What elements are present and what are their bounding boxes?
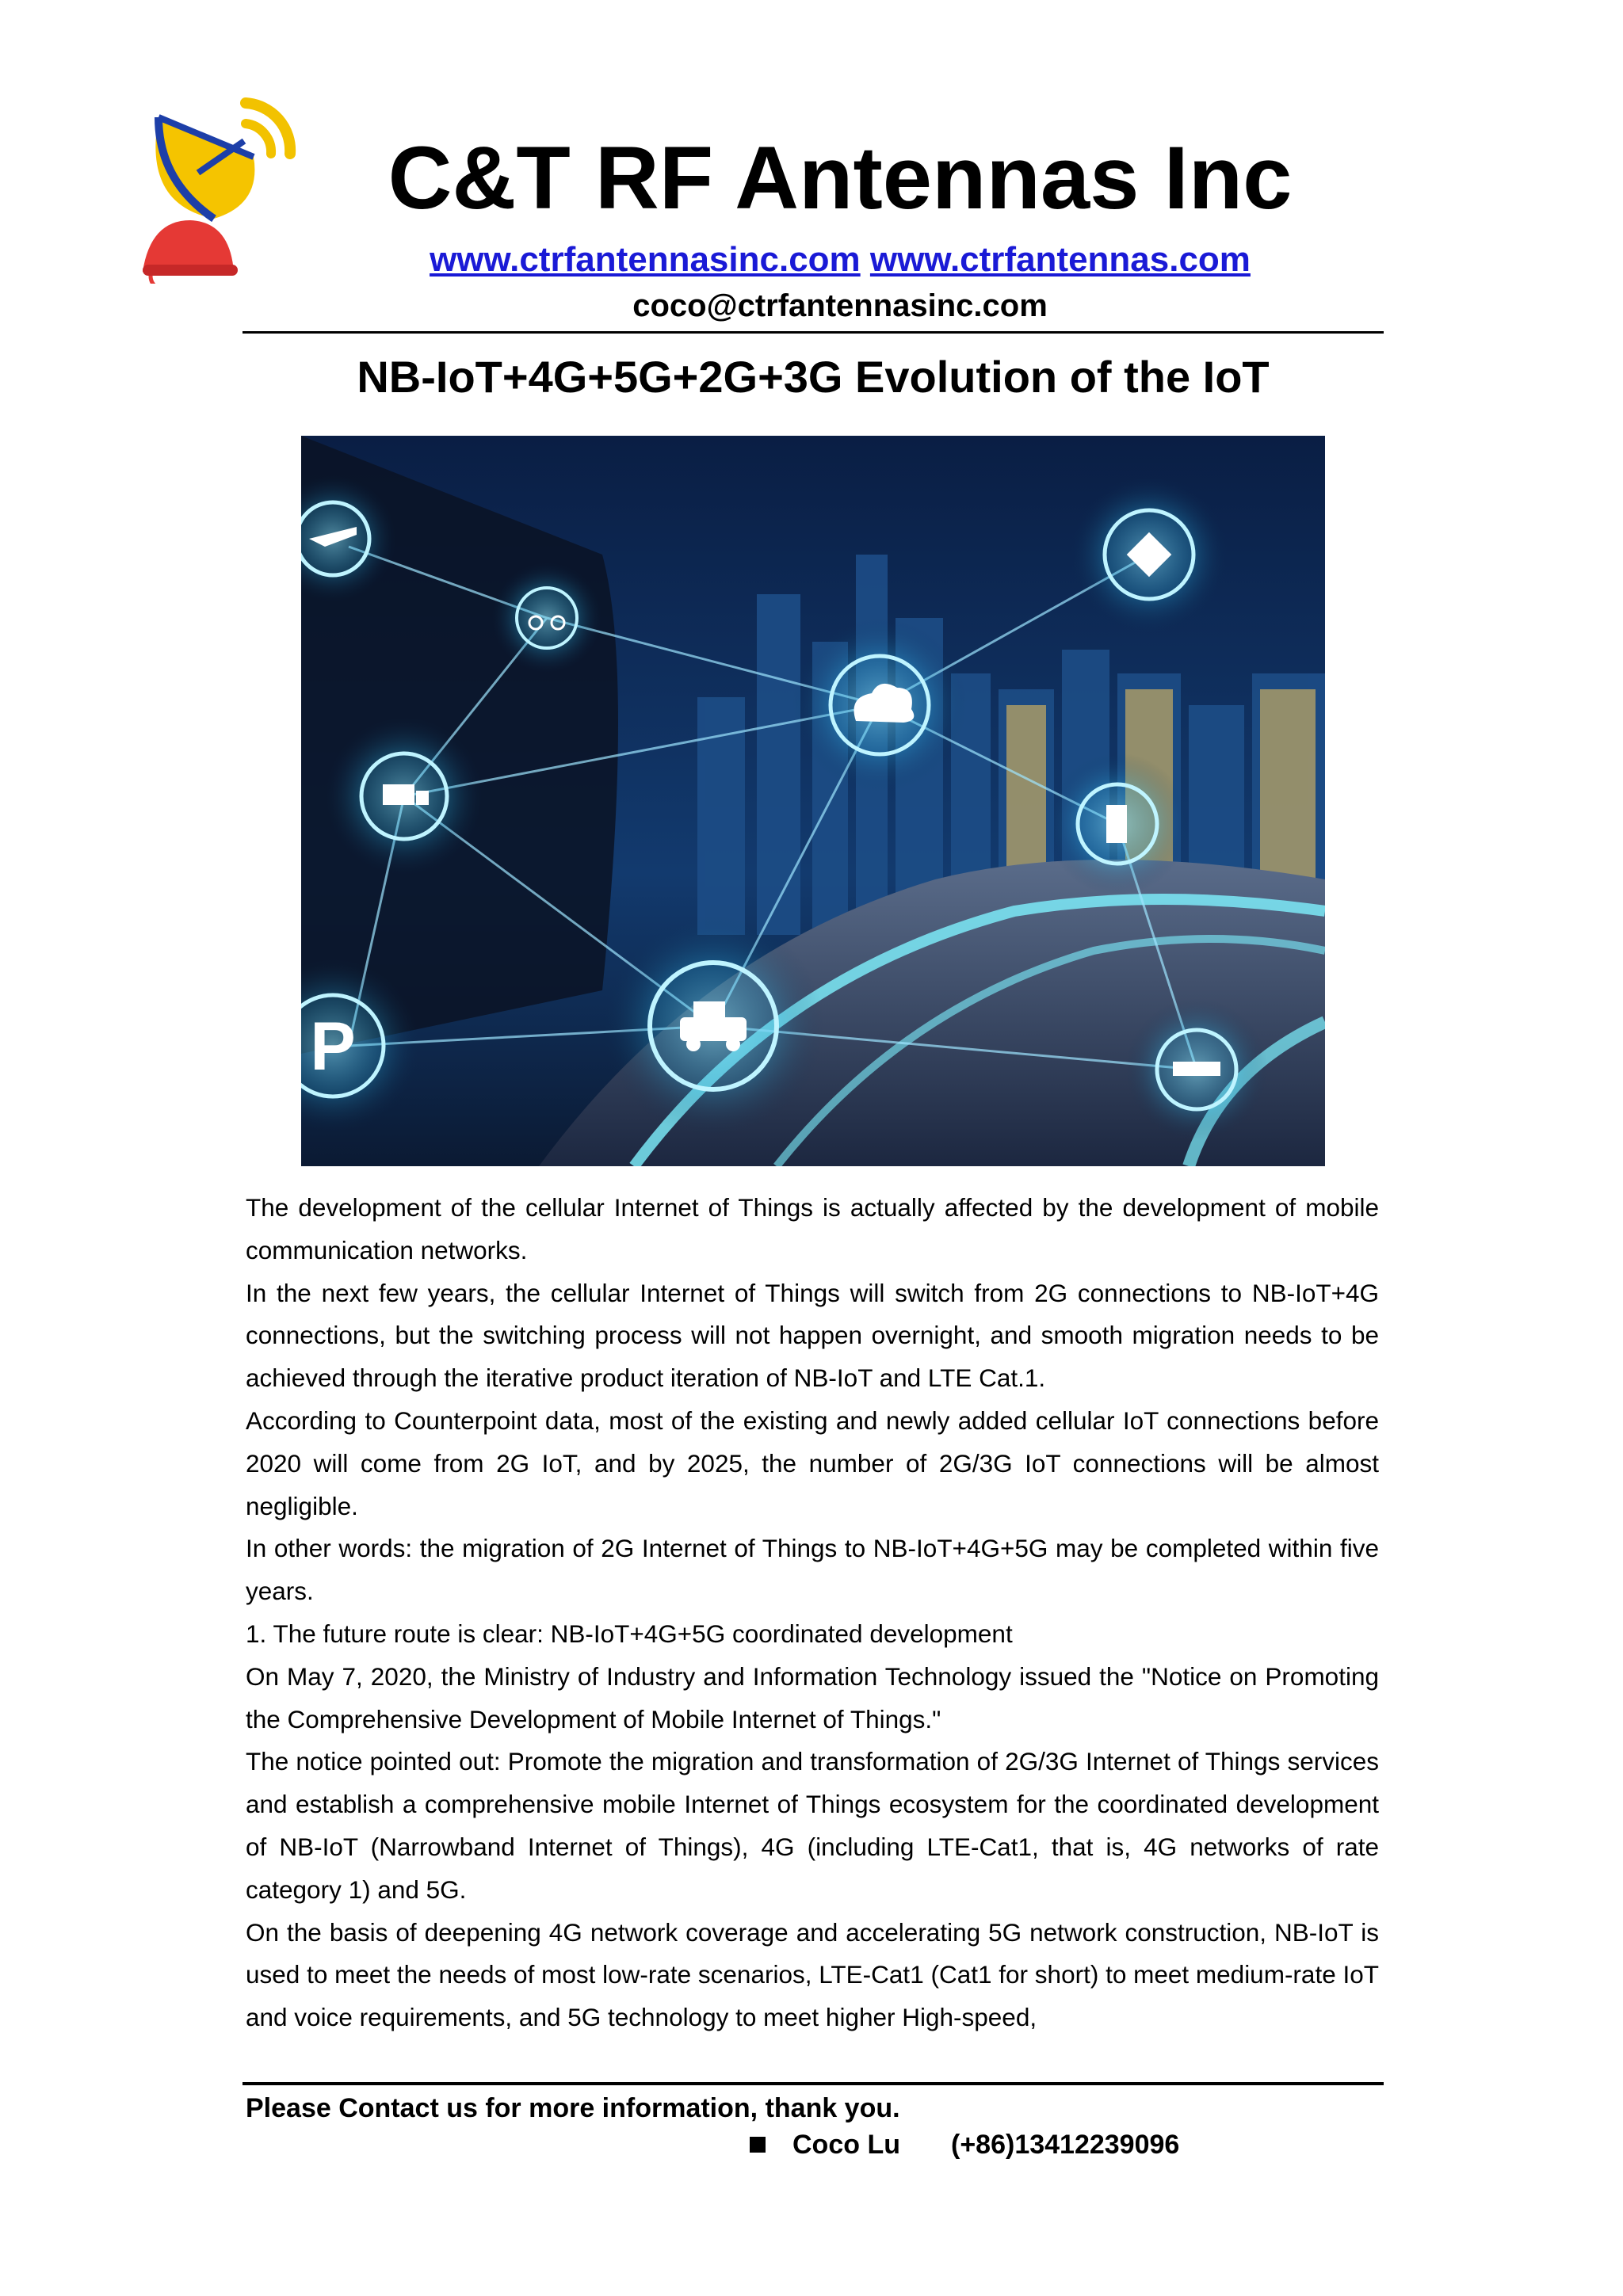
train-icon	[1125, 998, 1268, 1141]
company-name: C&T RF Antennas Inc	[388, 128, 1293, 227]
contact-name: Coco Lu	[792, 2130, 900, 2160]
section-heading: 1. The future route is clear: NB-IoT+4G+5G coordinated development	[246, 1619, 1013, 1648]
bullet-square-icon	[750, 2137, 766, 2153]
paragraph: The development of the cellular Internet of Things is actually affected by the development of mobile communication networks.	[246, 1193, 1379, 1264]
cloud-icon	[792, 618, 967, 792]
fuel-pump-icon	[1046, 753, 1189, 895]
paragraph: The notice pointed out: Promote the migration and transformation of 2G/3G Internet of Things services and establish a comprehensive mobile Internet of Things ecosystem for the coordinated development of NB-IoT (Narrowband Internet of Things), 4G (including LTE-Cat1, that is, 4G networks of rate category 1) and 5G.	[246, 1747, 1379, 1904]
paragraph: In the next few years, the cellular Internet of Things will switch from 2G connections to NB-IoT+4G connections, but the switching process will not happen overnight, and smooth migration needs to be achieved through the iterative product iteration of NB-IoT and LTE Cat.1.	[246, 1278, 1379, 1393]
header-divider	[242, 331, 1384, 334]
footer-contact-person	[750, 2126, 1179, 2163]
website-links	[333, 238, 1347, 282]
satellite-icon	[1070, 475, 1228, 634]
article-body	[246, 1187, 1379, 2039]
document-title: NB-IoT+4G+5G+2G+3G Evolution of the IoT	[357, 352, 1270, 402]
bicycle-icon	[491, 563, 602, 673]
iot-city-illustration	[301, 436, 1325, 1166]
website-link-1[interactable]: www.ctrfantennasinc.com	[430, 240, 861, 279]
paragraph: In other words: the migration of 2G Internet of Things to NB-IoT+4G+5G may be completed within five years.	[246, 1534, 1379, 1606]
truck-icon	[325, 717, 483, 875]
svg-text:P: P	[310, 1009, 356, 1085]
footer-divider	[242, 2082, 1384, 2085]
contact-email: coco@ctrfantennasinc.com	[632, 288, 1048, 323]
company-logo	[127, 86, 317, 284]
website-link-2[interactable]: www.ctrfantennas.com	[869, 240, 1251, 279]
paragraph: On the basis of deepening 4G network coverage and accelerating 5G network construction, NB-IoT is used to meet the needs of most low-rate scenarios, LTE-Cat1 (Cat1 for short) to meet medium-rate IoT and voice requirements, and 5G technology to meet higher High-speed,	[246, 1917, 1379, 2032]
paragraph: On May 7, 2020, the Ministry of Industry and Information Technology issued the "Notice on Promoting the Comprehensive Development of Mobile Internet of Things."	[246, 1661, 1379, 1733]
car-icon	[602, 915, 824, 1137]
contact-phone: (+86)13412239096	[951, 2130, 1180, 2160]
paragraph: According to Counterpoint data, most of the existing and newly added cellular IoT connections before 2020 will come from 2G IoT, and by 2025, the number of 2G/3G IoT connections will be almost negligible.	[246, 1405, 1379, 1520]
footer-contact-line: Please Contact us for more information, thank you.	[246, 2093, 900, 2123]
